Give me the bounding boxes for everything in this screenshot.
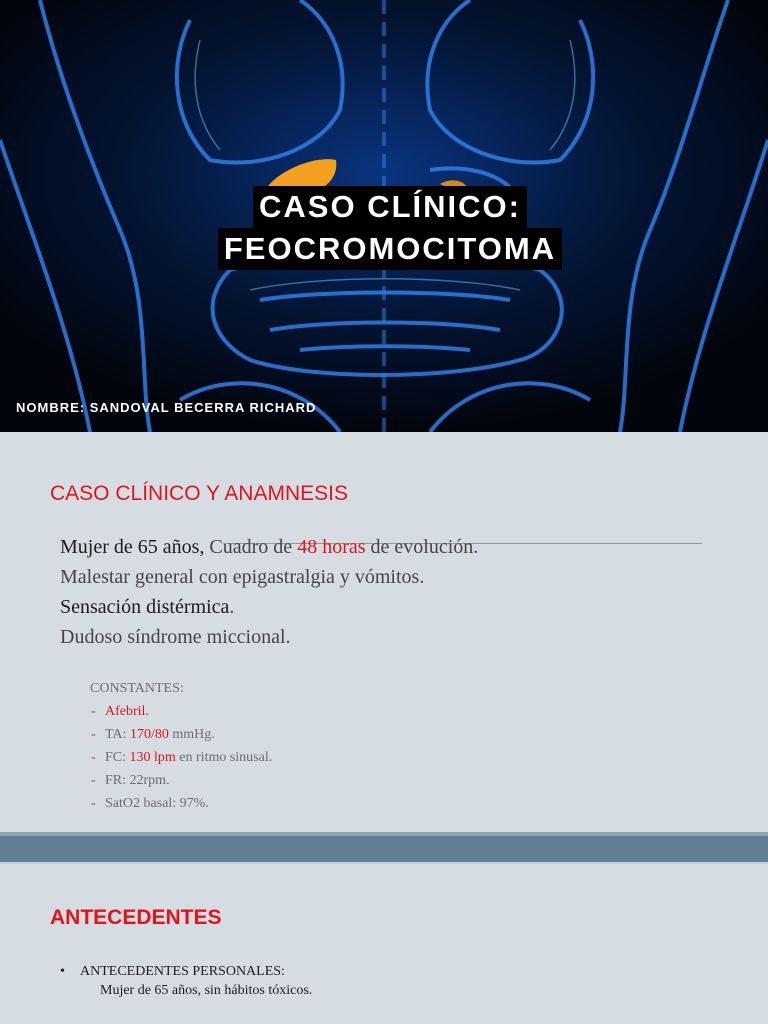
title-line-1: CASO CLÍNICO: (253, 186, 527, 228)
vitals-heading: CONSTANTES: (90, 681, 184, 696)
bullet-icon: • (60, 964, 65, 979)
anamnesis-heading: CASO CLÍNICO Y ANAMNESIS (50, 482, 348, 505)
list-item: - TA: 170/80 mmHg. (91, 727, 215, 742)
list-item: - FR: 22rpm. (91, 773, 170, 788)
presenter-name: NOMBRE: SANDOVAL BECERRA RICHARD (16, 400, 317, 415)
anamnesis-line-1: Mujer de 65 años, Cuadro de 48 horas de evolución. (60, 536, 479, 558)
antecedentes-heading: ANTECEDENTES (50, 906, 222, 929)
vital-signs (90, 678, 272, 815)
title-line-2: FEOCROMOCITOMA (218, 228, 562, 270)
list-item: - FC: 130 lpm en ritmo sinusal. (91, 750, 273, 765)
title-slide (0, 0, 768, 432)
list-item: - SatO2 basal: 97%. (91, 796, 209, 811)
antecedentes-list (60, 964, 312, 999)
anamnesis-slide (0, 432, 768, 832)
anamnesis-text (60, 532, 478, 652)
slide-title (200, 186, 580, 270)
list-item: • ANTECEDENTES PERSONALES: (60, 964, 285, 979)
vitals-list (90, 700, 272, 815)
anamnesis-line-2: Malestar general con epigastralgia y vómitos. (60, 566, 425, 588)
list-item: - Afebril. (91, 704, 149, 719)
anamnesis-line-4: Dudoso síndrome miccional. (60, 626, 291, 648)
anamnesis-line-3: Sensación distérmica. (60, 596, 235, 618)
antecedentes-detail: Mujer de 65 años, sin hábitos tóxicos. (100, 983, 313, 998)
antecedentes-slide (0, 864, 768, 1024)
slide-separator (0, 832, 768, 864)
